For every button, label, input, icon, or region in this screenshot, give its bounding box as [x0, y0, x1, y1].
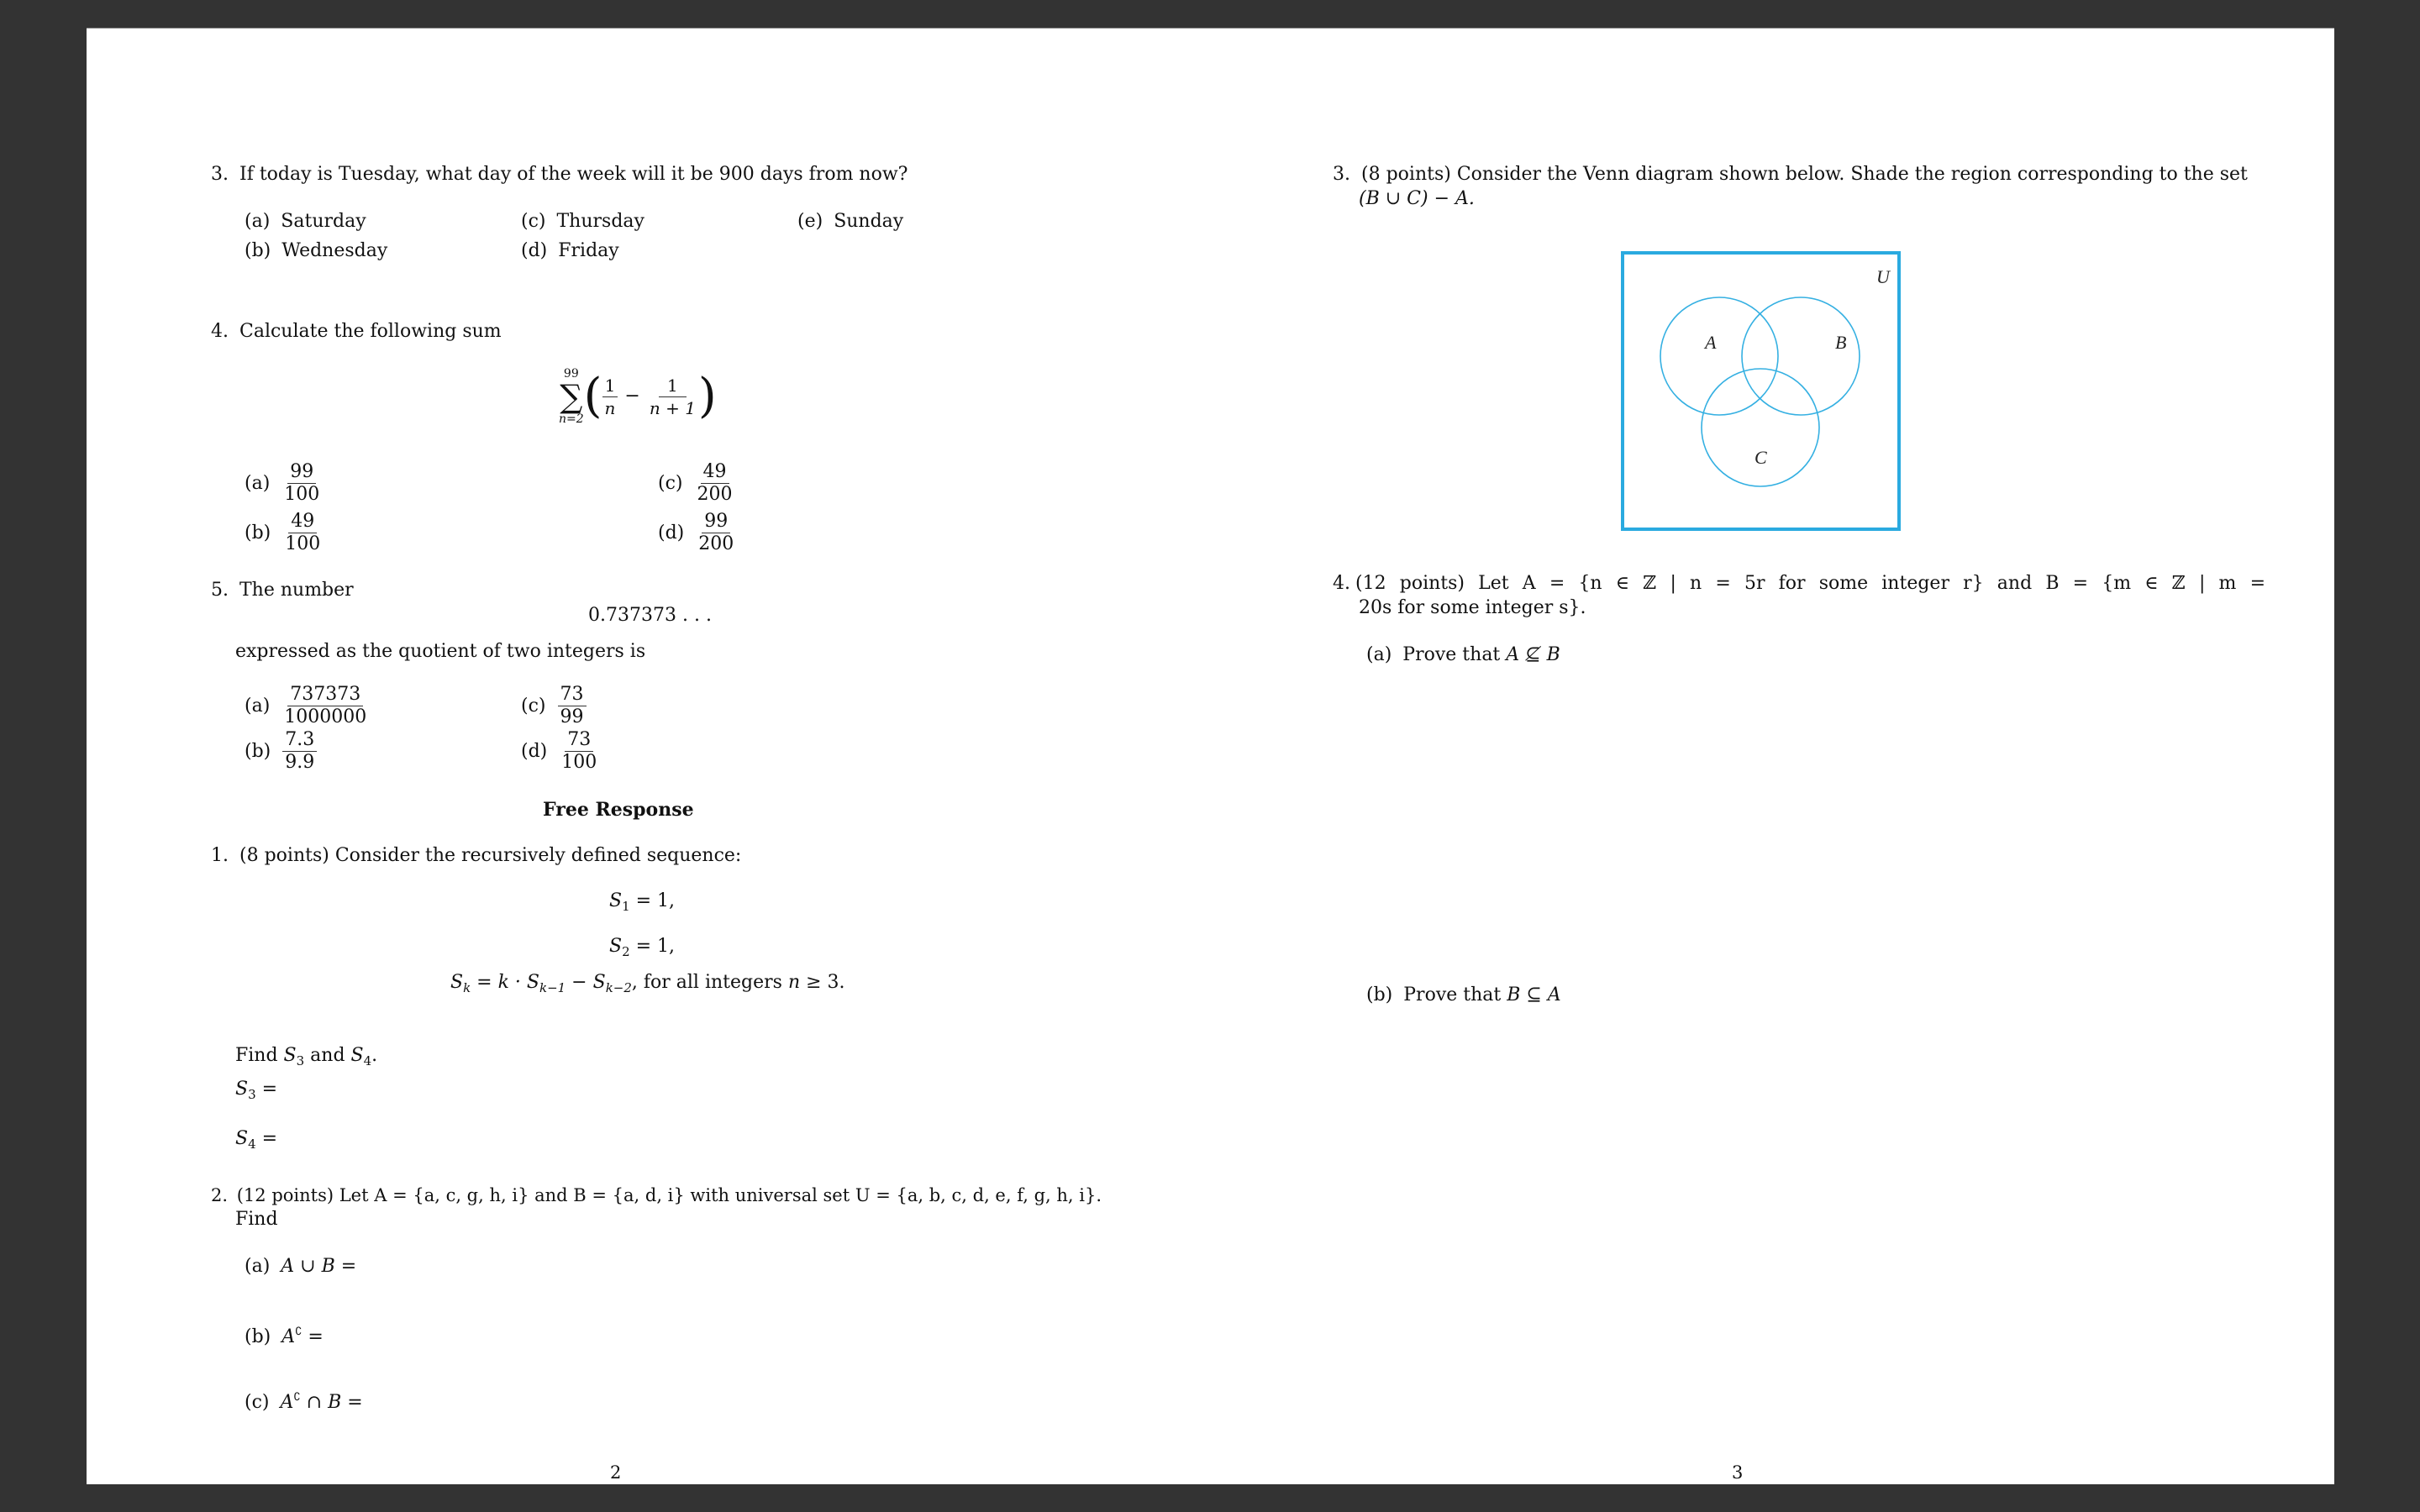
q4-option-b	[245, 511, 323, 555]
q5-option-b	[245, 729, 317, 774]
q3-option-b	[245, 239, 387, 263]
denominator: 100	[285, 533, 321, 554]
question-5	[211, 579, 354, 602]
question-text-continued: expressed as the quotient of two integers is	[235, 641, 646, 662]
q5-option-a	[245, 684, 369, 728]
question-text: (8 points) Consider the Venn diagram shown below. Shade the region corresponding to the set	[1361, 164, 2248, 185]
subscript: 3	[296, 1053, 305, 1068]
venn-diagram	[1621, 251, 1902, 532]
text: Find	[235, 1045, 284, 1066]
question-text: (8 points) Consider the recursively defined sequence:	[239, 845, 742, 866]
expression: A	[281, 1326, 296, 1347]
minus-sign: −	[624, 386, 640, 407]
var-s: S	[235, 1079, 249, 1100]
page-number-left: 2	[610, 1462, 622, 1483]
subscript: 4	[248, 1137, 256, 1152]
subscript: 4	[363, 1053, 372, 1068]
question-3-venn	[1333, 163, 2248, 186]
sum-upper-limit: 99	[563, 367, 579, 381]
subscript: 3	[248, 1087, 256, 1102]
option-label: (b)	[245, 740, 271, 762]
set-a-circle	[1660, 297, 1778, 415]
question-3	[211, 163, 908, 186]
var-s: S	[592, 972, 606, 993]
question-number: 4.	[1333, 573, 1350, 594]
numerator: 99	[287, 461, 316, 484]
option-fraction	[558, 684, 587, 728]
numerator: 7.3	[282, 729, 317, 752]
q3-option-a	[245, 210, 366, 234]
option-fraction	[282, 511, 323, 555]
free-response-2	[211, 1184, 1102, 1207]
find-s3-s4	[235, 1044, 377, 1073]
free-response-1	[211, 844, 741, 868]
set-c-label: C	[1754, 447, 1767, 468]
option-label: (c)	[658, 472, 683, 494]
q3-option-e	[797, 210, 903, 234]
expression: A ∪ B =	[281, 1256, 357, 1277]
option-text: Thursday	[556, 211, 644, 232]
page-number-right: 3	[1732, 1462, 1744, 1483]
text: and	[304, 1045, 351, 1066]
var-s: S	[235, 1128, 249, 1149]
denominator: 200	[698, 533, 734, 554]
question-4	[211, 320, 502, 344]
var-s: S	[350, 1045, 364, 1066]
question-number: 3.	[211, 164, 229, 185]
numerator: 1	[602, 375, 618, 397]
numerator: 73	[558, 684, 587, 706]
q4-part-b	[1366, 984, 1561, 1007]
option-label: (d)	[658, 522, 685, 543]
option-fraction	[281, 461, 322, 506]
question-text: (12 points) Let A = {n ∈ ℤ | n = 5r for some integer r} and B = {m ∈ ℤ | m =	[1355, 573, 2265, 594]
question-text: (12 points) Let A = {a, c, g, h, i} and B = {a, d, i} with universal set U = {a, b, c, d, e, f, g, h, i}.	[236, 1185, 1102, 1205]
repeating-decimal: 0.737373 . . .	[588, 605, 712, 626]
equation-s1	[609, 890, 675, 918]
question-text-continued: (B ∪ C) − A.	[1359, 188, 1475, 209]
option-fraction	[695, 461, 735, 506]
subscript: k−2	[605, 980, 632, 995]
subscript: 2	[622, 944, 630, 959]
option-label: (e)	[797, 211, 823, 232]
summation	[559, 366, 584, 427]
option-label: (d)	[521, 240, 548, 261]
set-a-label: A	[1705, 332, 1717, 353]
expression: =	[302, 1326, 324, 1347]
q5-option-c	[521, 684, 587, 728]
option-label: (a)	[245, 472, 271, 494]
denominator: n	[604, 397, 616, 418]
expression: A	[280, 1392, 294, 1413]
option-fraction	[282, 729, 317, 774]
option-text: Wednesday	[281, 240, 388, 261]
set-b-label: B	[1835, 332, 1847, 353]
option-text: Sunday	[834, 211, 904, 232]
question-text-continued: 20s for some integer s}.	[1359, 597, 1586, 618]
numerator: 49	[288, 511, 317, 533]
denominator: 99	[560, 706, 584, 727]
expression: B ⊆ A	[1507, 984, 1561, 1005]
q4-option-c	[658, 461, 735, 506]
question-number: 1.	[211, 845, 229, 866]
s3-answer-label	[235, 1078, 277, 1106]
option-text: Saturday	[281, 211, 366, 232]
numerator: 49	[701, 461, 729, 484]
section-heading-free-response: Free Response	[543, 799, 694, 821]
minus: −	[566, 972, 593, 993]
condition: ≥ 3.	[800, 972, 845, 993]
question-text: If today is Tuesday, what day of the week will it be 900 days from now?	[239, 164, 908, 185]
option-text: Friday	[558, 240, 619, 261]
part-label: (b)	[245, 1326, 271, 1347]
part-text: Prove that	[1402, 644, 1507, 665]
denominator: 100	[561, 752, 597, 773]
complement-superscript: ∁	[295, 1326, 302, 1338]
fr2-part-c	[245, 1386, 363, 1415]
universe-label: U	[1876, 266, 1890, 287]
expression: A ⊈ B	[1506, 644, 1560, 665]
option-label: (c)	[521, 211, 546, 232]
denominator: 200	[697, 484, 733, 505]
option-label: (b)	[245, 240, 271, 261]
universe-box	[1623, 253, 1899, 529]
option-fraction	[559, 729, 599, 774]
expr: = k ·	[471, 972, 527, 993]
fr2-part-b	[245, 1320, 324, 1349]
expression: ∩ B =	[300, 1392, 363, 1413]
part-label: (b)	[1366, 984, 1393, 1005]
q4-part-a	[1366, 643, 1560, 667]
part-text: Prove that	[1403, 984, 1507, 1005]
question-text: Calculate the following sum	[239, 321, 502, 342]
subscript: 1	[622, 899, 630, 914]
right-paren: )	[697, 369, 717, 423]
complement-superscript: ∁	[293, 1391, 301, 1404]
sum-lower-limit: n=2	[559, 412, 584, 426]
equals: =	[255, 1128, 278, 1149]
set-b-circle	[1742, 297, 1860, 415]
rhs: = 1,	[629, 890, 676, 911]
set-c-circle	[1702, 369, 1819, 486]
numerator: 737373	[287, 684, 363, 706]
var-n: n	[787, 972, 801, 993]
fr2-part-a	[245, 1255, 356, 1278]
text: , for all integers	[631, 972, 788, 993]
fraction-1-over-n-plus-1	[647, 375, 698, 419]
var-s: S	[283, 1045, 297, 1066]
var-s: S	[526, 972, 539, 993]
fraction-1-over-n	[602, 375, 618, 419]
option-fraction	[696, 511, 736, 555]
question-text: The number	[239, 580, 354, 601]
text: .	[371, 1045, 378, 1066]
var-s: S	[450, 972, 464, 993]
numerator: 1	[659, 375, 687, 397]
equation-s2	[609, 935, 675, 963]
question-text-continued: Find	[235, 1209, 278, 1230]
option-label: (c)	[521, 695, 546, 717]
option-label: (a)	[245, 211, 271, 232]
equals: =	[255, 1079, 278, 1100]
numerator: 99	[702, 511, 730, 533]
sum-formula	[559, 366, 717, 427]
option-label: (b)	[245, 522, 271, 543]
option-label: (d)	[521, 740, 548, 762]
subscript: k−1	[539, 980, 566, 995]
question-number: 4.	[211, 321, 229, 342]
var-s: S	[609, 890, 623, 911]
question-number: 5.	[211, 580, 229, 601]
s4-answer-label	[235, 1127, 277, 1156]
denominator: 9.9	[285, 752, 315, 773]
option-fraction	[281, 684, 369, 728]
part-label: (c)	[245, 1392, 270, 1413]
question-4-sets	[1333, 572, 2265, 596]
var-s: S	[609, 936, 623, 957]
equation-recurrence	[450, 971, 845, 1000]
denominator: n + 1	[649, 397, 696, 418]
rhs: = 1,	[629, 936, 676, 957]
left-paren: (	[583, 369, 602, 423]
question-number: 2.	[211, 1185, 229, 1205]
part-label: (a)	[1366, 644, 1392, 665]
part-label: (a)	[245, 1256, 271, 1277]
q4-option-d	[658, 511, 736, 555]
sigma-symbol: ∑	[560, 378, 583, 415]
question-number: 3.	[1333, 164, 1350, 185]
q4-option-a	[245, 461, 322, 506]
subscript: k	[463, 980, 471, 995]
denominator: 100	[284, 484, 320, 505]
q5-option-d	[521, 729, 599, 774]
numerator: 73	[565, 729, 593, 752]
q3-option-d	[521, 239, 619, 263]
q3-option-c	[521, 210, 644, 234]
denominator: 1000000	[284, 706, 367, 727]
document-pages	[87, 28, 2334, 1484]
option-label: (a)	[245, 695, 271, 717]
